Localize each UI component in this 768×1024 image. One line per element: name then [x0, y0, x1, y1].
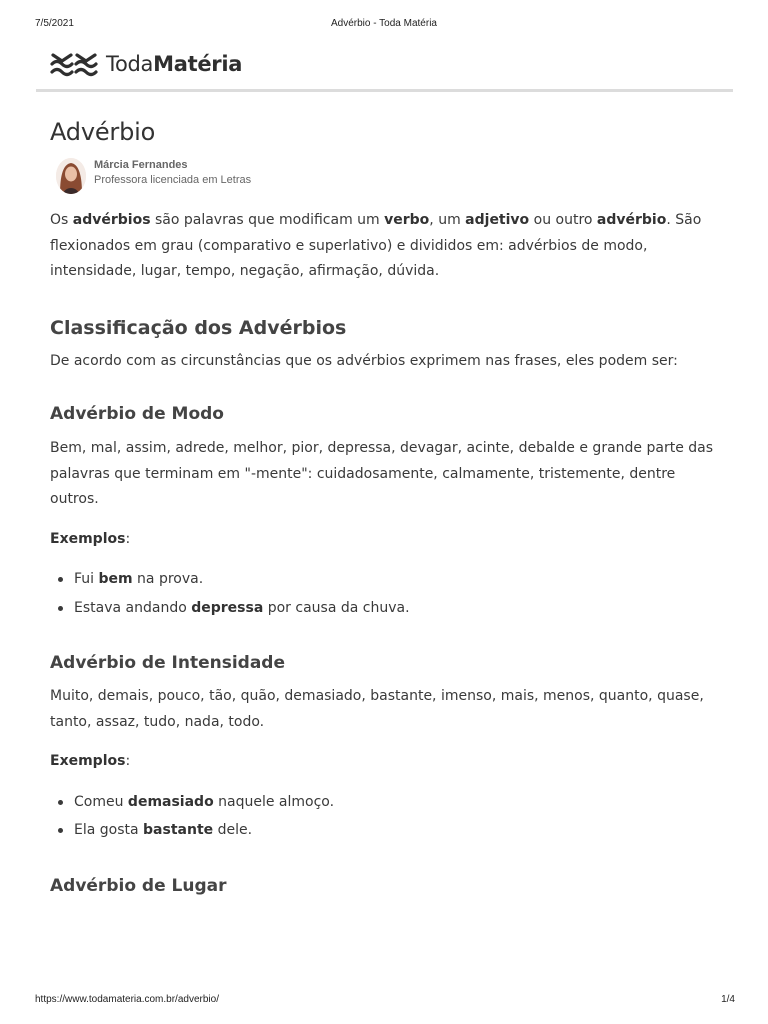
author-role: Professora licenciada em Letras [94, 174, 252, 186]
bullet-icon [58, 577, 63, 582]
intensidade-examples-label: Exemplos: [50, 753, 131, 769]
author-byline [50, 156, 720, 200]
section-heading-classification: Classificação dos Advérbios [50, 316, 347, 339]
intensidade-paragraph: Muito, demais, pouco, tão, quão, demasiado, bastante, imenso, mais, menos, quanto, quase, tanto, assaz, tudo, nada, todo. [50, 688, 704, 730]
print-page-number: 1/4 [721, 994, 735, 1005]
list-item: Ela gosta bastante dele. [50, 816, 720, 845]
author-name[interactable]: Márcia Fernandes [94, 159, 188, 171]
bullet-icon [58, 606, 63, 611]
print-header [0, 18, 768, 32]
author-avatar[interactable] [56, 158, 86, 194]
site-logo[interactable] [50, 44, 242, 84]
modo-examples-label: Exemplos: [50, 530, 131, 547]
article [50, 112, 720, 899]
header-divider [36, 89, 733, 92]
print-footer [0, 994, 768, 1008]
logo-word-light: Toda [106, 52, 154, 76]
modo-examples-list [50, 565, 720, 622]
logo-wordmark [106, 52, 242, 76]
list-item: Fui bem na prova. [50, 565, 720, 594]
bullet-icon [58, 828, 63, 833]
book-waves-icon [50, 49, 98, 79]
list-item: Estava andando depressa por causa da chuva. [50, 594, 720, 623]
list-item: Comeu demasiado naquele almoço. [50, 788, 720, 817]
logo-word-bold: Matéria [153, 52, 243, 76]
subheading-lugar: Advérbio de Lugar [50, 875, 227, 896]
intensidade-examples-list [50, 788, 720, 845]
classification-paragraph: De acordo com as circunstâncias que os advérbios exprimem nas frases, eles podem ser: [50, 352, 678, 369]
print-date: 7/5/2021 [35, 18, 74, 29]
print-url: https://www.todamateria.com.br/adverbio/ [35, 994, 219, 1005]
bullet-icon [58, 800, 63, 805]
modo-paragraph: Bem, mal, assim, adrede, melhor, pior, depressa, devagar, acinte, debalde e grande parte das palavras que terminam em "-mente": cuidadosamente, calmamente, tristemente, dentre outros. [50, 440, 714, 507]
article-title: Advérbio [50, 118, 156, 146]
print-doc-title: Advérbio - Toda Matéria [331, 18, 437, 29]
subheading-intensidade: Advérbio de Intensidade [50, 653, 286, 673]
subheading-modo: Advérbio de Modo [50, 404, 224, 424]
intro-paragraph: Os advérbios são palavras que modificam um verbo, um adjetivo ou outro advérbio. São flexionados em grau (comparativo e superlativo) e divididos em: advérbios de modo, intensidade, lugar, tempo, negação, afirmação, dúvida. [50, 212, 702, 279]
